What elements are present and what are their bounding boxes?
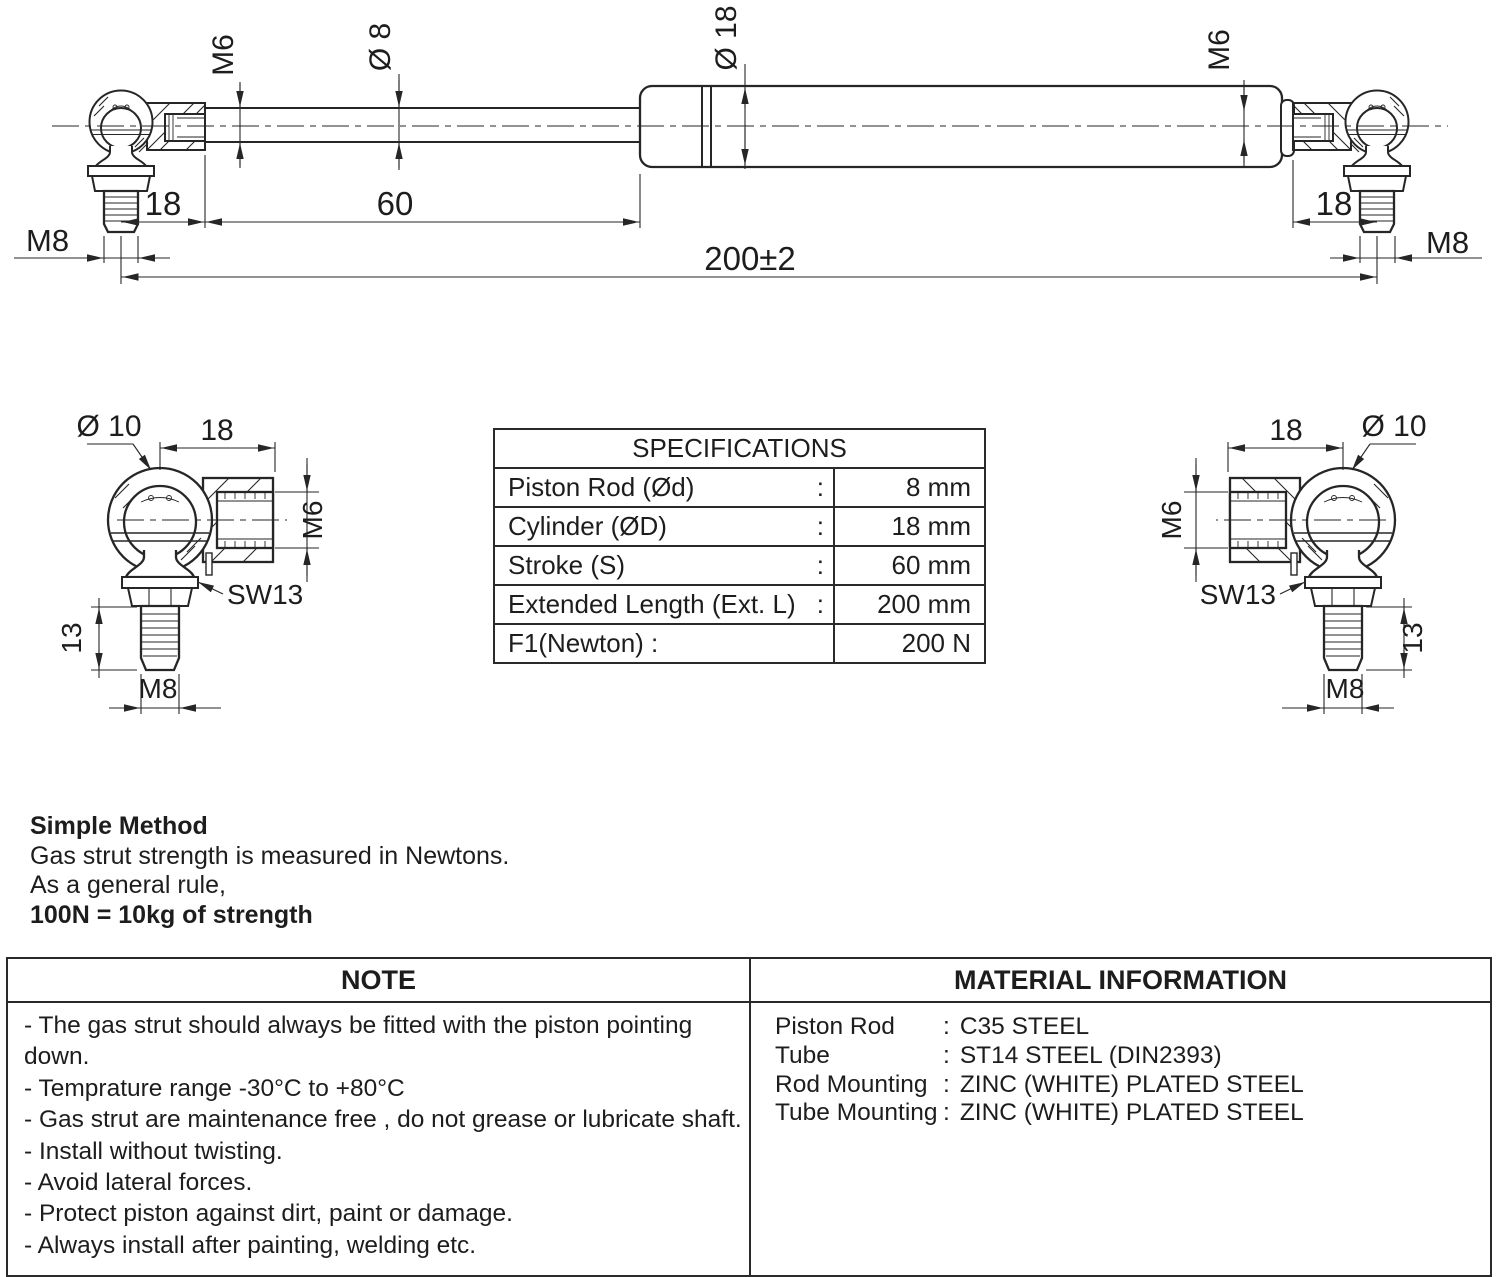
detail-right-sw13-label: SW13 — [1199, 579, 1276, 610]
spec-label-cell — [495, 508, 835, 545]
material-row-rod-mounting — [775, 1071, 1486, 1100]
simple-method-heading: Simple Method — [30, 812, 208, 840]
dim-label-m6-left: M6 — [207, 34, 240, 76]
detail-left-dia10-label: Ø 10 — [76, 410, 142, 443]
detail-right-m6-label: M6 — [1156, 500, 1187, 540]
dimension-60-stroke — [205, 174, 640, 228]
note-material-table — [6, 957, 1492, 1277]
piston-rod — [205, 108, 640, 142]
simple-method-line3: 100N = 10kg of strength — [30, 900, 313, 929]
material-label: Piston Rod — [775, 1013, 895, 1040]
spec-row-extended-length — [495, 586, 984, 625]
note-title: NOTE — [8, 959, 749, 1003]
spec-row-piston-rod — [495, 469, 984, 508]
spec-value: 60 mm — [891, 550, 971, 580]
dim-label-total-length: 200±2 — [704, 240, 796, 277]
detail-left-18-label: 18 — [200, 414, 234, 447]
ball-stud-detail-right — [1156, 410, 1428, 714]
note-item: - Install without twisting. — [24, 1137, 283, 1165]
spec-value: 200 mm — [877, 589, 971, 619]
material-label: Tube Mounting — [775, 1099, 938, 1127]
dim-label-m6-right: M6 — [1203, 29, 1236, 71]
material-colon: : — [943, 1099, 950, 1127]
detail-right-dia10-label: Ø 10 — [1361, 410, 1427, 443]
material-label: Tube — [775, 1041, 830, 1069]
ball-stud-detail-left — [56, 410, 328, 714]
note-list — [8, 1003, 749, 1275]
simple-method-line1: Gas strut strength is measured in Newtons. — [30, 841, 510, 870]
dim-label-m8-left: M8 — [26, 223, 70, 258]
spec-colon: : — [816, 511, 824, 541]
material-value: C35 STEEL — [959, 1013, 1090, 1040]
simple-method-block — [30, 812, 509, 930]
material-information-title: MATERIAL INFORMATION — [749, 959, 1490, 1003]
dim-label-60: 60 — [376, 185, 414, 222]
material-value: ST14 STEEL (DIN2393) — [959, 1041, 1222, 1069]
spec-label: F1(Newton) : — [508, 628, 659, 658]
spec-colon: : — [816, 472, 824, 502]
spec-label: Stroke (S) — [508, 550, 626, 580]
spec-row-stroke — [495, 547, 984, 586]
spec-value: 18 mm — [891, 511, 971, 541]
spec-value: 200 N — [901, 628, 971, 658]
spec-value: 8 mm — [906, 472, 971, 502]
detail-right-13-label: 13 — [1397, 622, 1428, 654]
dim-label-m8-right: M8 — [1426, 225, 1470, 260]
material-row-piston-rod — [775, 1013, 1486, 1042]
material-row-tube-mounting — [775, 1099, 1486, 1128]
note-item: - The gas strut should always be fitted with the piston pointing down. — [24, 1012, 693, 1071]
dim-label-dia8: Ø 8 — [364, 22, 397, 72]
detail-left-sw13-label: SW13 — [227, 579, 304, 610]
material-value: ZINC (WHITE) PLATED STEEL — [959, 1099, 1304, 1127]
detail-left-13-label: 13 — [56, 622, 87, 654]
material-colon: : — [943, 1070, 950, 1098]
detail-left-m8-label: M8 — [138, 673, 178, 704]
simple-method-line2: As a general rule, — [30, 871, 226, 899]
dim-label-dia18: Ø 18 — [710, 5, 743, 71]
material-row-tube — [775, 1042, 1486, 1071]
dim-label-18-left: 18 — [144, 185, 182, 222]
dim-label-18-right: 18 — [1315, 185, 1353, 222]
spec-label-cell — [495, 469, 835, 506]
spec-row-cylinder — [495, 508, 984, 547]
spec-label-cell — [495, 625, 835, 662]
detail-left-m6-label: M6 — [297, 500, 328, 540]
material-colon: : — [943, 1041, 950, 1069]
dimension-dia8 — [364, 23, 399, 170]
dimension-m8-left — [14, 223, 170, 263]
material-colon: : — [943, 1013, 950, 1040]
spec-label: Piston Rod (Ød) — [508, 472, 695, 502]
dimension-total-length — [121, 240, 1377, 277]
spec-row-f1-newton — [495, 625, 984, 662]
gas-strut-assembly-drawing — [14, 5, 1482, 284]
dimension-m6-left — [207, 34, 240, 168]
material-value: ZINC (WHITE) PLATED STEEL — [959, 1070, 1304, 1098]
material-label: Rod Mounting — [775, 1070, 928, 1098]
specifications-table — [493, 428, 986, 664]
detail-right-m8-label: M8 — [1325, 673, 1365, 704]
note-item: - Always install after painting, welding etc. — [24, 1231, 477, 1259]
spec-label-cell — [495, 547, 835, 584]
spec-colon: : — [816, 550, 824, 580]
note-item: - Gas strut are maintenance free , do not grease or lubricate shaft. — [24, 1106, 742, 1134]
note-item: - Avoid lateral forces. — [24, 1169, 253, 1197]
note-item: - Temprature range -30°C to +80°C — [24, 1074, 405, 1102]
spec-label: Cylinder (ØD) — [508, 511, 667, 541]
spec-colon: : — [816, 589, 824, 619]
material-list — [749, 1003, 1490, 1275]
specifications-title: SPECIFICATIONS — [495, 430, 984, 469]
note-item: - Protect piston against dirt, paint or damage. — [24, 1200, 513, 1228]
spec-label: Extended Length (Ext. L) — [508, 589, 796, 619]
spec-label-cell — [495, 586, 835, 623]
detail-right-18-label: 18 — [1269, 414, 1303, 447]
dimension-m8-right — [1330, 225, 1482, 263]
